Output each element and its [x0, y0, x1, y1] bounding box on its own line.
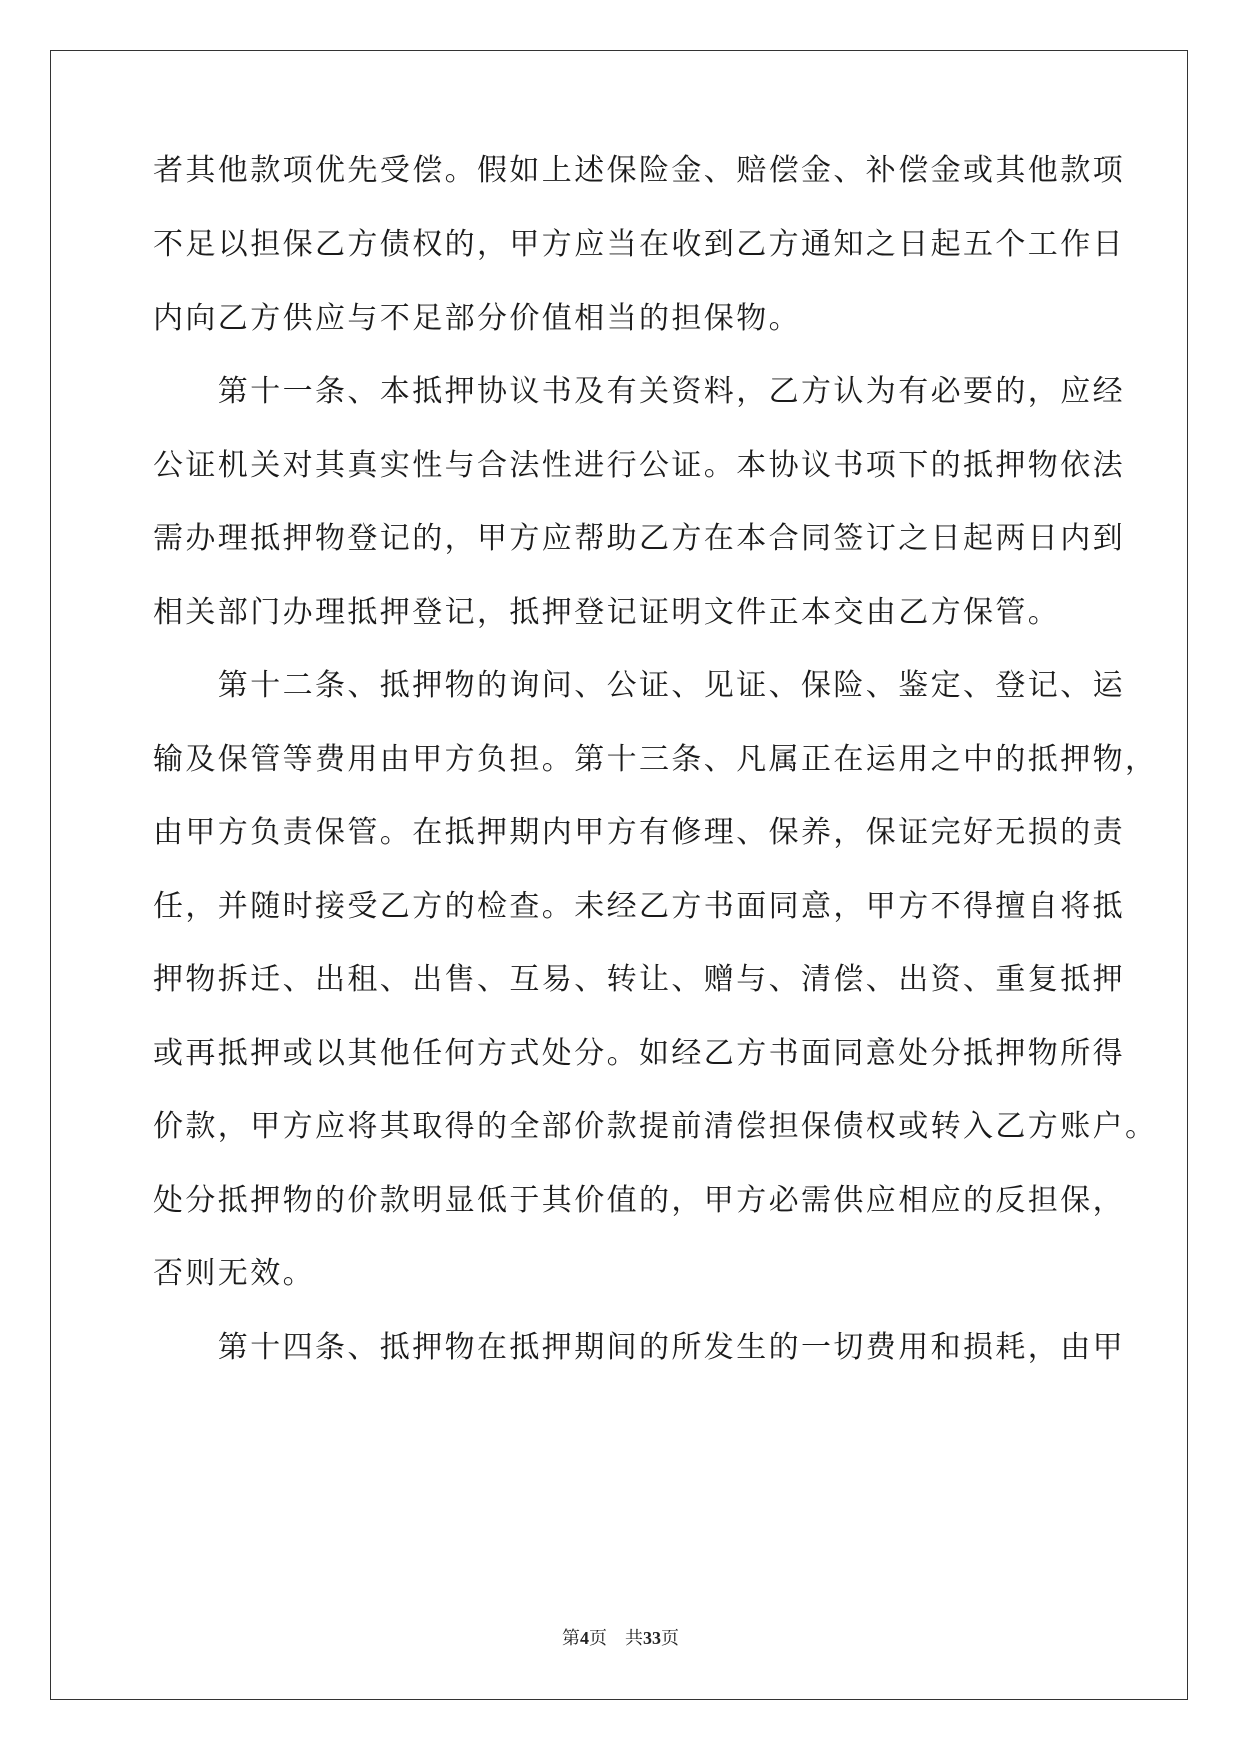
- text-line: 否则无效。: [153, 1256, 315, 1291]
- page-number: 4: [580, 1628, 589, 1648]
- text-line: 第十一条、本抵押协议书及有关资料，乙方认为有必要的，应经: [153, 374, 1125, 409]
- text-line: 处分抵押物的价款明显低于其价值的，甲方必需供应相应的反担保，: [153, 1183, 1125, 1218]
- text-line: 任，并随时接受乙方的检查。未经乙方书面同意，甲方不得擅自将抵: [153, 889, 1125, 924]
- text-line: 第十二条、抵押物的询问、公证、见证、保险、鉴定、登记、运: [153, 668, 1125, 703]
- total-pages: 33: [643, 1628, 661, 1648]
- page-border: [50, 50, 1188, 1700]
- text-line: 不足以担保乙方债权的，甲方应当在收到乙方通知之日起五个工作日: [153, 227, 1125, 262]
- text-line: 输及保管等费用由甲方负担。第十三条、凡属正在运用之中的抵押物，: [153, 742, 1158, 777]
- total-suffix: 页: [661, 1628, 679, 1648]
- text-line: 第十四条、抵押物在抵押期间的所发生的一切费用和损耗，由甲: [153, 1330, 1125, 1365]
- page-suffix: 页: [589, 1628, 607, 1648]
- text-line: 需办理抵押物登记的，甲方应帮助乙方在本合同签订之日起两日内到: [153, 521, 1125, 556]
- text-line: 相关部门办理抵押登记，抵押登记证明文件正本交由乙方保管。: [153, 595, 1061, 630]
- text-line: 押物拆迁、出租、出售、互易、转让、赠与、清偿、出资、重复抵押: [153, 962, 1125, 997]
- text-line: 或再抵押或以其他任何方式处分。如经乙方书面同意处分抵押物所得: [153, 1036, 1125, 1071]
- page-prefix: 第: [562, 1628, 580, 1648]
- text-line: 内向乙方供应与不足部分价值相当的担保物。: [153, 301, 801, 336]
- text-line: 者其他款项优先受偿。假如上述保险金、赔偿金、补偿金或其他款项: [153, 153, 1125, 188]
- total-prefix: 共: [625, 1628, 643, 1648]
- text-line: 由甲方负责保管。在抵押期内甲方有修理、保养，保证完好无损的责: [153, 815, 1125, 850]
- text-line: 价款，甲方应将其取得的全部价款提前清偿担保债权或转入乙方账户。: [153, 1109, 1158, 1144]
- page-footer: [0, 1626, 1241, 1650]
- text-line: 公证机关对其真实性与合法性进行公证。本协议书项下的抵押物依法: [153, 448, 1125, 483]
